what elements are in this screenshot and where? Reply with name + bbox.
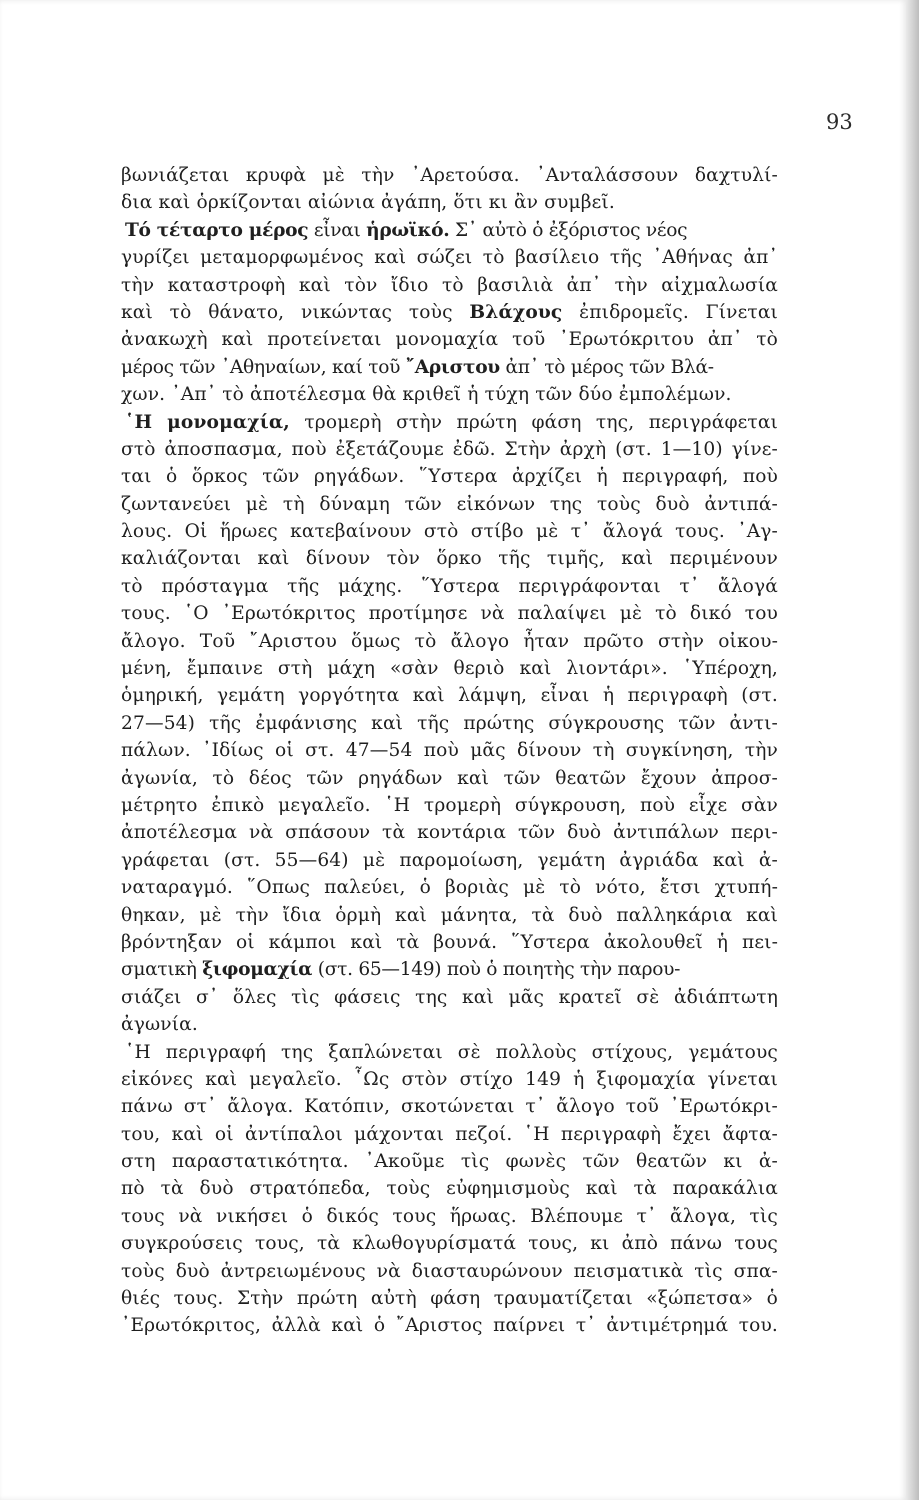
text-segment: ὁμηρική, γεμάτη γοργότητα καὶ λάμψη, εἶναι ἡ περιγραφὴ (στ. [121, 685, 778, 707]
text-segment: ἀγωνία, τὸ δέος τῶν ρηγάδων καὶ τῶν θεατῶν ἔχουν ἀπροσ- [121, 767, 778, 789]
bold-text: ῾Η μονομαχία, [125, 411, 290, 433]
text-segment: γράφεται (στ. 55—64) μὲ παρομοίωση, γεμάτη ἀγριάδα καὶ ἀ- [121, 849, 778, 871]
text-segment: τρομερὴ στὴν πρώτη φάση της, περιγράφεται [289, 411, 778, 433]
text-segment: μένη, ἔμπαινε στὴ μάχη «σὰν θεριὸ καὶ λιοντάρι». ῾Υπέροχη, [121, 658, 778, 680]
text-line [121, 819, 778, 846]
text-segment: πάνω στ᾿ ἄλογα. Κατόπιν, σκοτώνεται τ᾿ ἄλογο τοῦ ᾿Ερωτόκρι- [121, 1096, 778, 1118]
bold-text: ῎Αριστου [405, 356, 500, 378]
bold-text: Τό τέταρτο μέρος [125, 219, 309, 241]
text-segment: χων. ᾿Απ᾿ τὸ ἀποτέλεσμα θὰ κριθεῖ ἡ τύχη τῶν δύο ἐμπολέμων. [121, 384, 732, 406]
text-segment: βωνιάζεται κρυφὰ μὲ τὴν ᾿Αρετούσα. ᾿Ανταλάσσουν δαχτυλί- [121, 165, 778, 186]
text-line [121, 737, 778, 764]
bold-text: ξιφομαχία [202, 959, 313, 981]
bold-text: ἡρωϊκό. [366, 219, 450, 241]
text-segment: ἀπ᾿ τὸ μέρος τῶν Βλά- [499, 356, 714, 378]
text-line [121, 1203, 778, 1230]
text-segment: (στ. 65—149) ποὺ ὁ ποιητὴς τὴν παρου- [312, 959, 681, 981]
text-line [121, 244, 778, 271]
text-line [121, 682, 778, 709]
text-segment: ται ὁ ὅρκος τῶν ρηγάδων. ῞Υστερα ἀρχίζει ἡ περιγραφή, ποὺ [121, 466, 778, 488]
text-segment: βρόντηξαν οἱ κάμποι καὶ τὰ βουνά. ῞Υστερα ἀκολουθεῖ ἡ πει- [121, 931, 778, 953]
page-number: 93 [826, 110, 853, 134]
text-line [121, 299, 778, 326]
text-segment: δια καὶ ὁρκίζονται αἰώνια ἀγάπη, ὅτι κι ἂν συμβεῖ. [121, 192, 615, 214]
text-line [121, 1258, 778, 1285]
text-segment: τοὺς δυὸ ἀντρειωμένους νὰ διασταυρώνουν πεισματικὰ τὶς σπα- [121, 1260, 778, 1282]
text-segment: σιάζει σ᾿ ὅλες τὶς φάσεις της καὶ μᾶς κρατεῖ σὲ ἀδιάπτωτη [121, 986, 778, 1008]
text-line [121, 600, 778, 627]
text-segment: εἶναι [308, 219, 367, 241]
text-segment: τους νὰ νικήσει ὁ δικός τους ἥρωας. Βλέπουμε τ᾿ ἄλογα, τὶς [121, 1205, 778, 1227]
text-line [121, 162, 778, 189]
text-line [121, 902, 778, 929]
text-line [121, 1312, 778, 1339]
text-line [121, 765, 778, 792]
text-line [121, 1285, 778, 1312]
text-line [121, 326, 778, 353]
text-line [121, 189, 778, 216]
text-line [121, 436, 778, 463]
text-segment: ἀνακωχὴ καὶ προτείνεται μονομαχία τοῦ ᾿Ερωτόκριτου ἀπ᾿ τὸ [121, 329, 778, 351]
text-line [121, 1093, 778, 1120]
text-line [121, 573, 778, 600]
text-line [121, 655, 778, 682]
text-segment: μέρος τῶν ᾿Αθηναίων, καί τοῦ [121, 356, 406, 378]
text-segment: λους. Οἱ ἥρωες κατεβαίνουν στὸ στίβο μὲ τ᾿ ἄλογά τους. ᾿Αγ- [121, 521, 778, 543]
text-segment: ῾Η περιγραφή της ξαπλώνεται σὲ πολλοὺς στίχους, γεμάτους [125, 1041, 778, 1063]
text-segment: ἄλογο. Τοῦ ῎Αριστου ὅμως τὸ ἄλογο ἦταν πρῶτο στὴν οἰκου- [121, 630, 778, 652]
text-line [121, 518, 778, 545]
text-line [121, 545, 778, 572]
text-segment: στη παραστατικότητα. ᾿Ακοῦμε τὶς φωνὲς τῶν θεατῶν κι ἀ- [121, 1151, 778, 1173]
text-segment: Σ᾿ αὐτὸ ὁ ἐξόριστος νέος [449, 219, 688, 241]
text-line [121, 1039, 778, 1066]
text-line [121, 710, 778, 737]
text-line [121, 984, 778, 1011]
text-line [121, 217, 778, 244]
text-line [121, 1148, 778, 1175]
text-line [121, 354, 778, 381]
text-segment: ἀποτέλεσμα νὰ σπάσουν τὰ κοντάρια τῶν δυὸ ἀντιπάλων περι- [121, 822, 778, 844]
text-segment: καὶ τὸ θάνατο, νικώντας τοὺς [121, 301, 470, 323]
text-segment: σματικὴ [121, 959, 203, 981]
text-segment: τὸ πρόσταγμα τῆς μάχης. ῞Υστερα περιγράφονται τ᾿ ἄλογά [121, 575, 778, 597]
text-segment: 27—54) τῆς ἐμφάνισης καὶ τῆς πρώτης σύγκρουσης τῶν ἀντι- [121, 712, 778, 734]
text-segment: γυρίζει μεταμορφωμένος καὶ σώζει τὸ βασίλειο τῆς ᾿Αθήνας ἀπ᾿ [121, 247, 778, 269]
text-segment: ἀγωνία. [121, 1014, 198, 1036]
page-edge [906, 0, 919, 1500]
text-segment: μέτρητο ἐπικὸ μεγαλεῖο. ῾Η τρομερὴ σύγκρουση, ποὺ εἶχε σὰν [121, 794, 778, 816]
text-line [121, 874, 778, 901]
text-segment: τους. ῾Ο ᾿Ερωτόκριτος προτίμησε νὰ παλαίψει μὲ τὸ δικό του [121, 603, 778, 625]
text-segment: καλιάζονται καὶ δίνουν τὸν ὅρκο τῆς τιμῆς, καὶ περιμένουν [121, 548, 778, 570]
text-segment: εἰκόνες καὶ μεγαλεῖο. ῟Ως στὸν στίχο 149 ἡ ξιφομαχία γίνεται [121, 1068, 778, 1090]
text-line [121, 956, 778, 983]
text-line [121, 1175, 778, 1202]
text-segment: πάλων. ᾿Ιδίως οἱ στ. 47—54 ποὺ μᾶς δίνουν τὴ συγκίνηση, τὴν [121, 740, 778, 762]
text-line [121, 792, 778, 819]
text-segment: πὸ τὰ δυὸ στρατόπεδα, τοὺς εὐφημισμοὺς καὶ τὰ παρακάλια [121, 1178, 778, 1200]
text-segment: στὸ ἀποσπασμα, ποὺ ἐξετάζουμε ἐδῶ. Στὴν ἀρχὴ (στ. 1—10) γίνε- [121, 438, 778, 460]
text-segment: συγκρούσεις τους, τὰ κλωθογυρίσματά τους, κι ἀπὸ πάνω τους [121, 1233, 778, 1255]
bold-text: Βλάχους [469, 301, 563, 323]
text-line [121, 463, 778, 490]
text-line [121, 847, 778, 874]
text-line [121, 1121, 778, 1148]
text-line [121, 628, 778, 655]
text-line [121, 1066, 778, 1093]
text-line [121, 381, 778, 408]
text-line [121, 491, 778, 518]
text-line [121, 1230, 778, 1257]
text-segment: τὴν καταστροφὴ καὶ τὸν ἴδιο τὸ βασιλιὰ ἀπ᾿ τὴν αἰχμαλωσία [121, 274, 778, 296]
text-segment: θηκαν, μὲ τὴν ἴδια ὁρμὴ καὶ μάνητα, τὰ δυὸ παλληκάρια καὶ [121, 904, 778, 926]
text-segment: ζωντανεύει μὲ τὴ δύναμη τῶν εἰκόνων της τοὺς δυὸ ἀντιπά- [121, 493, 778, 515]
body-text [121, 162, 778, 1340]
text-segment: ᾿Ερωτόκριτος, ἀλλὰ καὶ ὁ ῎Αριστος παίρνει τ᾿ ἀντιμέτρημά του. [121, 1315, 778, 1337]
text-segment: του, καὶ οἱ ἀντίπαλοι μάχονται πεζοί. ῾Η περιγραφὴ ἔχει ἄφτα- [121, 1123, 778, 1145]
text-segment: ἐπιδρομεῖς. Γίνεται [562, 301, 778, 323]
text-segment: θιές τους. Στὴν πρώτη αὐτὴ φάση τραυματίζεται «ξώπετσα» ὁ [121, 1288, 778, 1310]
text-line [121, 929, 778, 956]
text-segment: ναταραγμό. ῞Οπως παλεύει, ὁ βοριὰς μὲ τὸ νότο, ἔτσι χτυπή- [121, 877, 778, 899]
text-line [121, 409, 778, 436]
text-line [121, 1011, 778, 1038]
text-line [121, 272, 778, 299]
